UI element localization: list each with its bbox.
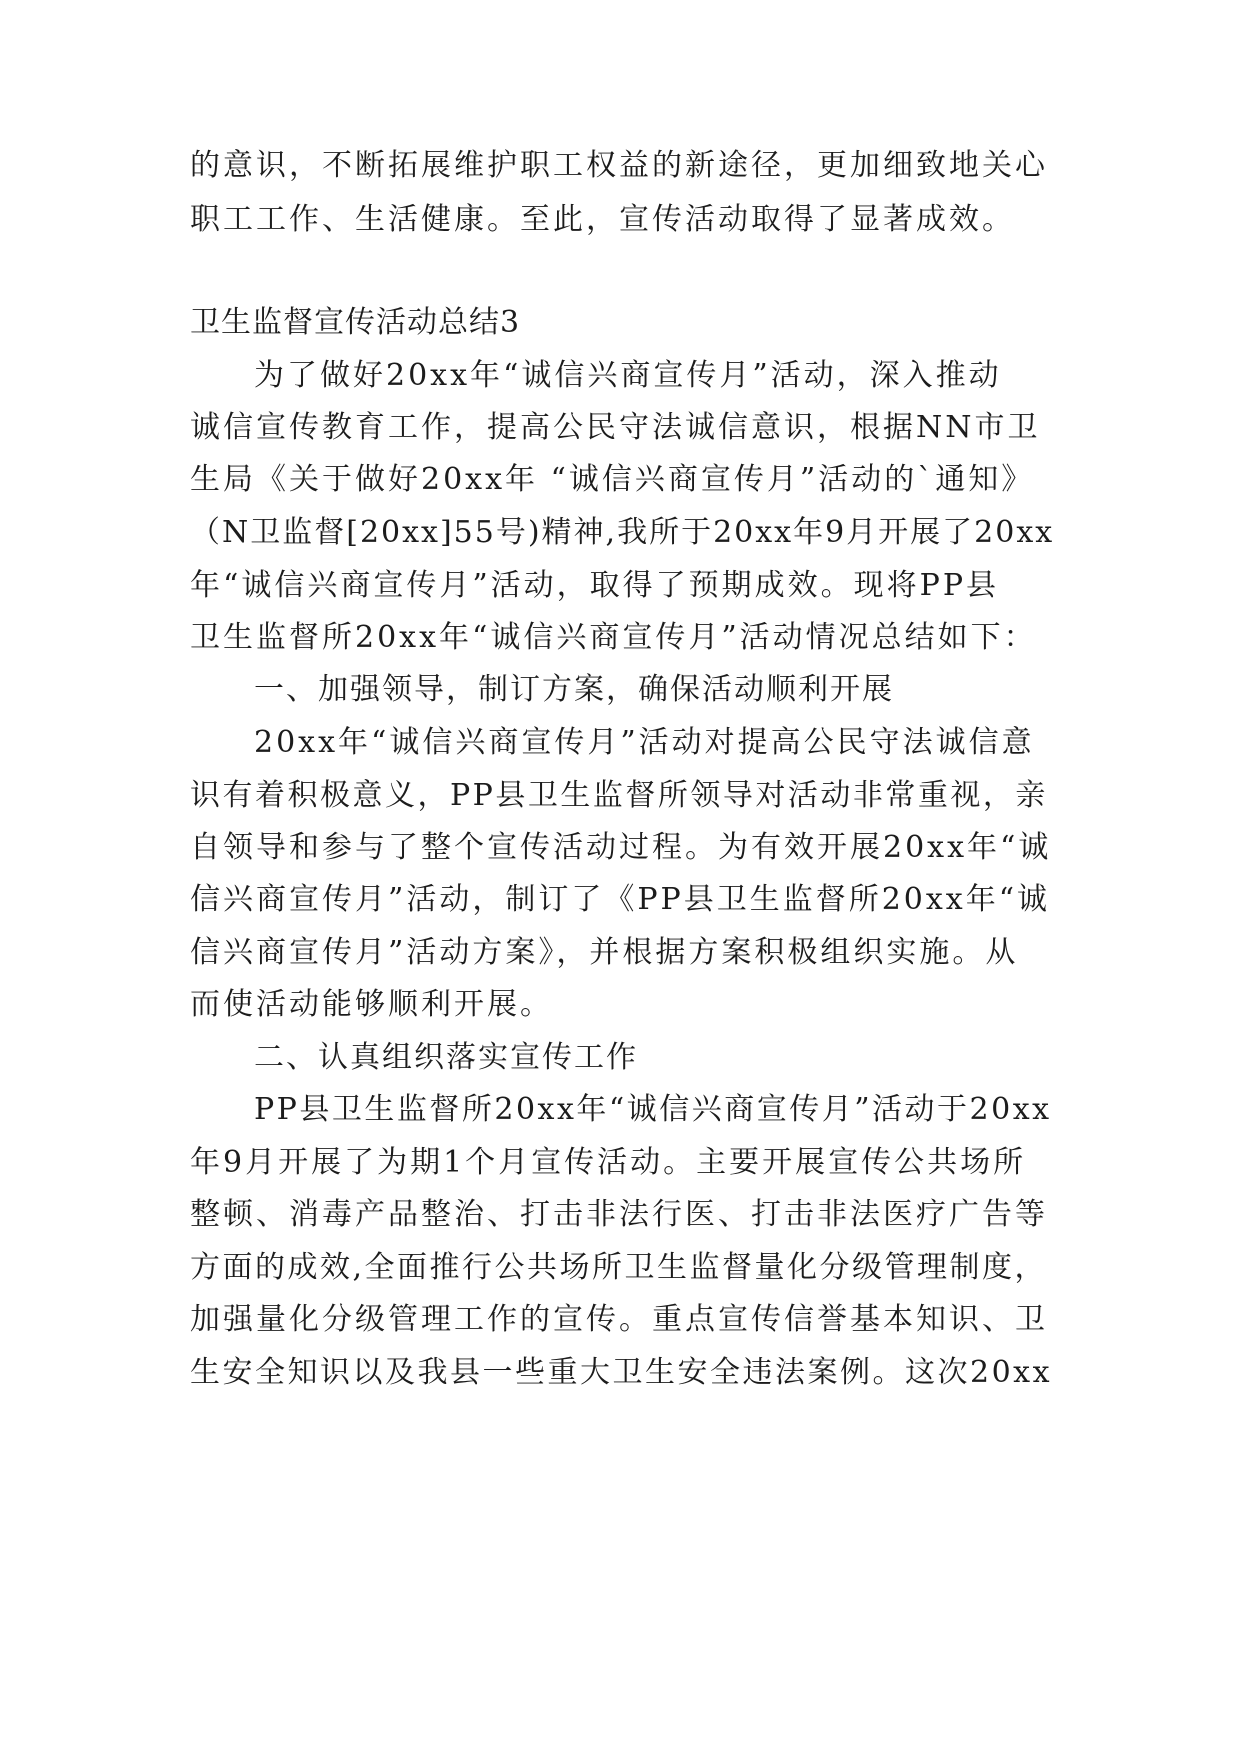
paragraph-line: 自领导和参与了整个宣传活动过程。为有效开展20xx年“诚 xyxy=(190,830,1052,865)
subsection-heading: 一、加强领导，制订方案，确保活动顺利开展 xyxy=(254,672,894,707)
paragraph-line: 生局《关于做好20xx年 “诚信兴商宣传月”活动的`通知》 xyxy=(190,462,1035,497)
paragraph-line: 信兴商宣传月”活动，制订了《PP县卫生监督所20xx年“诚 xyxy=(190,882,1051,917)
paragraph-line: 年9月开展了为期1个月宣传活动。主要开展宣传公共场所 xyxy=(190,1145,1027,1180)
paragraph-line: 而使活动能够顺利开展。 xyxy=(190,987,553,1022)
paragraph-line: 识有着积极意义，PP县卫生监督所领导对活动非常重视，亲 xyxy=(190,778,1048,813)
paragraph-line: 信兴商宣传月”活动方案》，并根据方案积极组织实施。从 xyxy=(190,935,1019,970)
paragraph-line: 为了做好20xx年“诚信兴商宣传月”活动，深入推动 xyxy=(254,358,1002,393)
paragraph-line: 卫生监督所20xx年“诚信兴商宣传月”活动情况总结如下： xyxy=(190,620,1037,655)
subsection-heading: 二、认真组织落实宣传工作 xyxy=(254,1040,638,1075)
paragraph-line: 加强量化分级管理工作的宣传。重点宣传信誉基本知识、卫 xyxy=(190,1302,1048,1337)
paragraph-line: 20xx年“诚信兴商宣传月”活动对提高公民守法诚信意 xyxy=(254,725,1035,760)
section-title: 卫生监督宣传活动总结3 xyxy=(190,305,521,340)
paragraph-line: 年“诚信兴商宣传月”活动，取得了预期成效。现将PP县 xyxy=(190,568,1000,603)
paragraph-line: 方面的成效,全面推行公共场所卫生监督量化分级管理制度， xyxy=(190,1250,1048,1285)
paragraph-line: （N卫监督[20xx]55号)精神,我所于20xx年9月开展了20xx xyxy=(190,515,1055,550)
paragraph-line: 诚信宣传教育工作，提高公民守法诚信意识，根据NN市卫 xyxy=(190,410,1041,445)
paragraph-line: PP县卫生监督所20xx年“诚信兴商宣传月”活动于20xx xyxy=(254,1092,1052,1127)
paragraph-line: 整顿、消毒产品整治、打击非法行医、打击非法医疗广告等 xyxy=(190,1197,1048,1232)
paragraph-line: 的意识，不断拓展维护职工权益的新途径，更加细致地关心 xyxy=(190,148,1048,183)
paragraph-line: 职工工作、生活健康。至此，宣传活动取得了显著成效。 xyxy=(190,202,1015,237)
paragraph-line: 生安全知识以及我县一些重大卫生安全违法案例。这次20xx xyxy=(190,1355,1053,1390)
